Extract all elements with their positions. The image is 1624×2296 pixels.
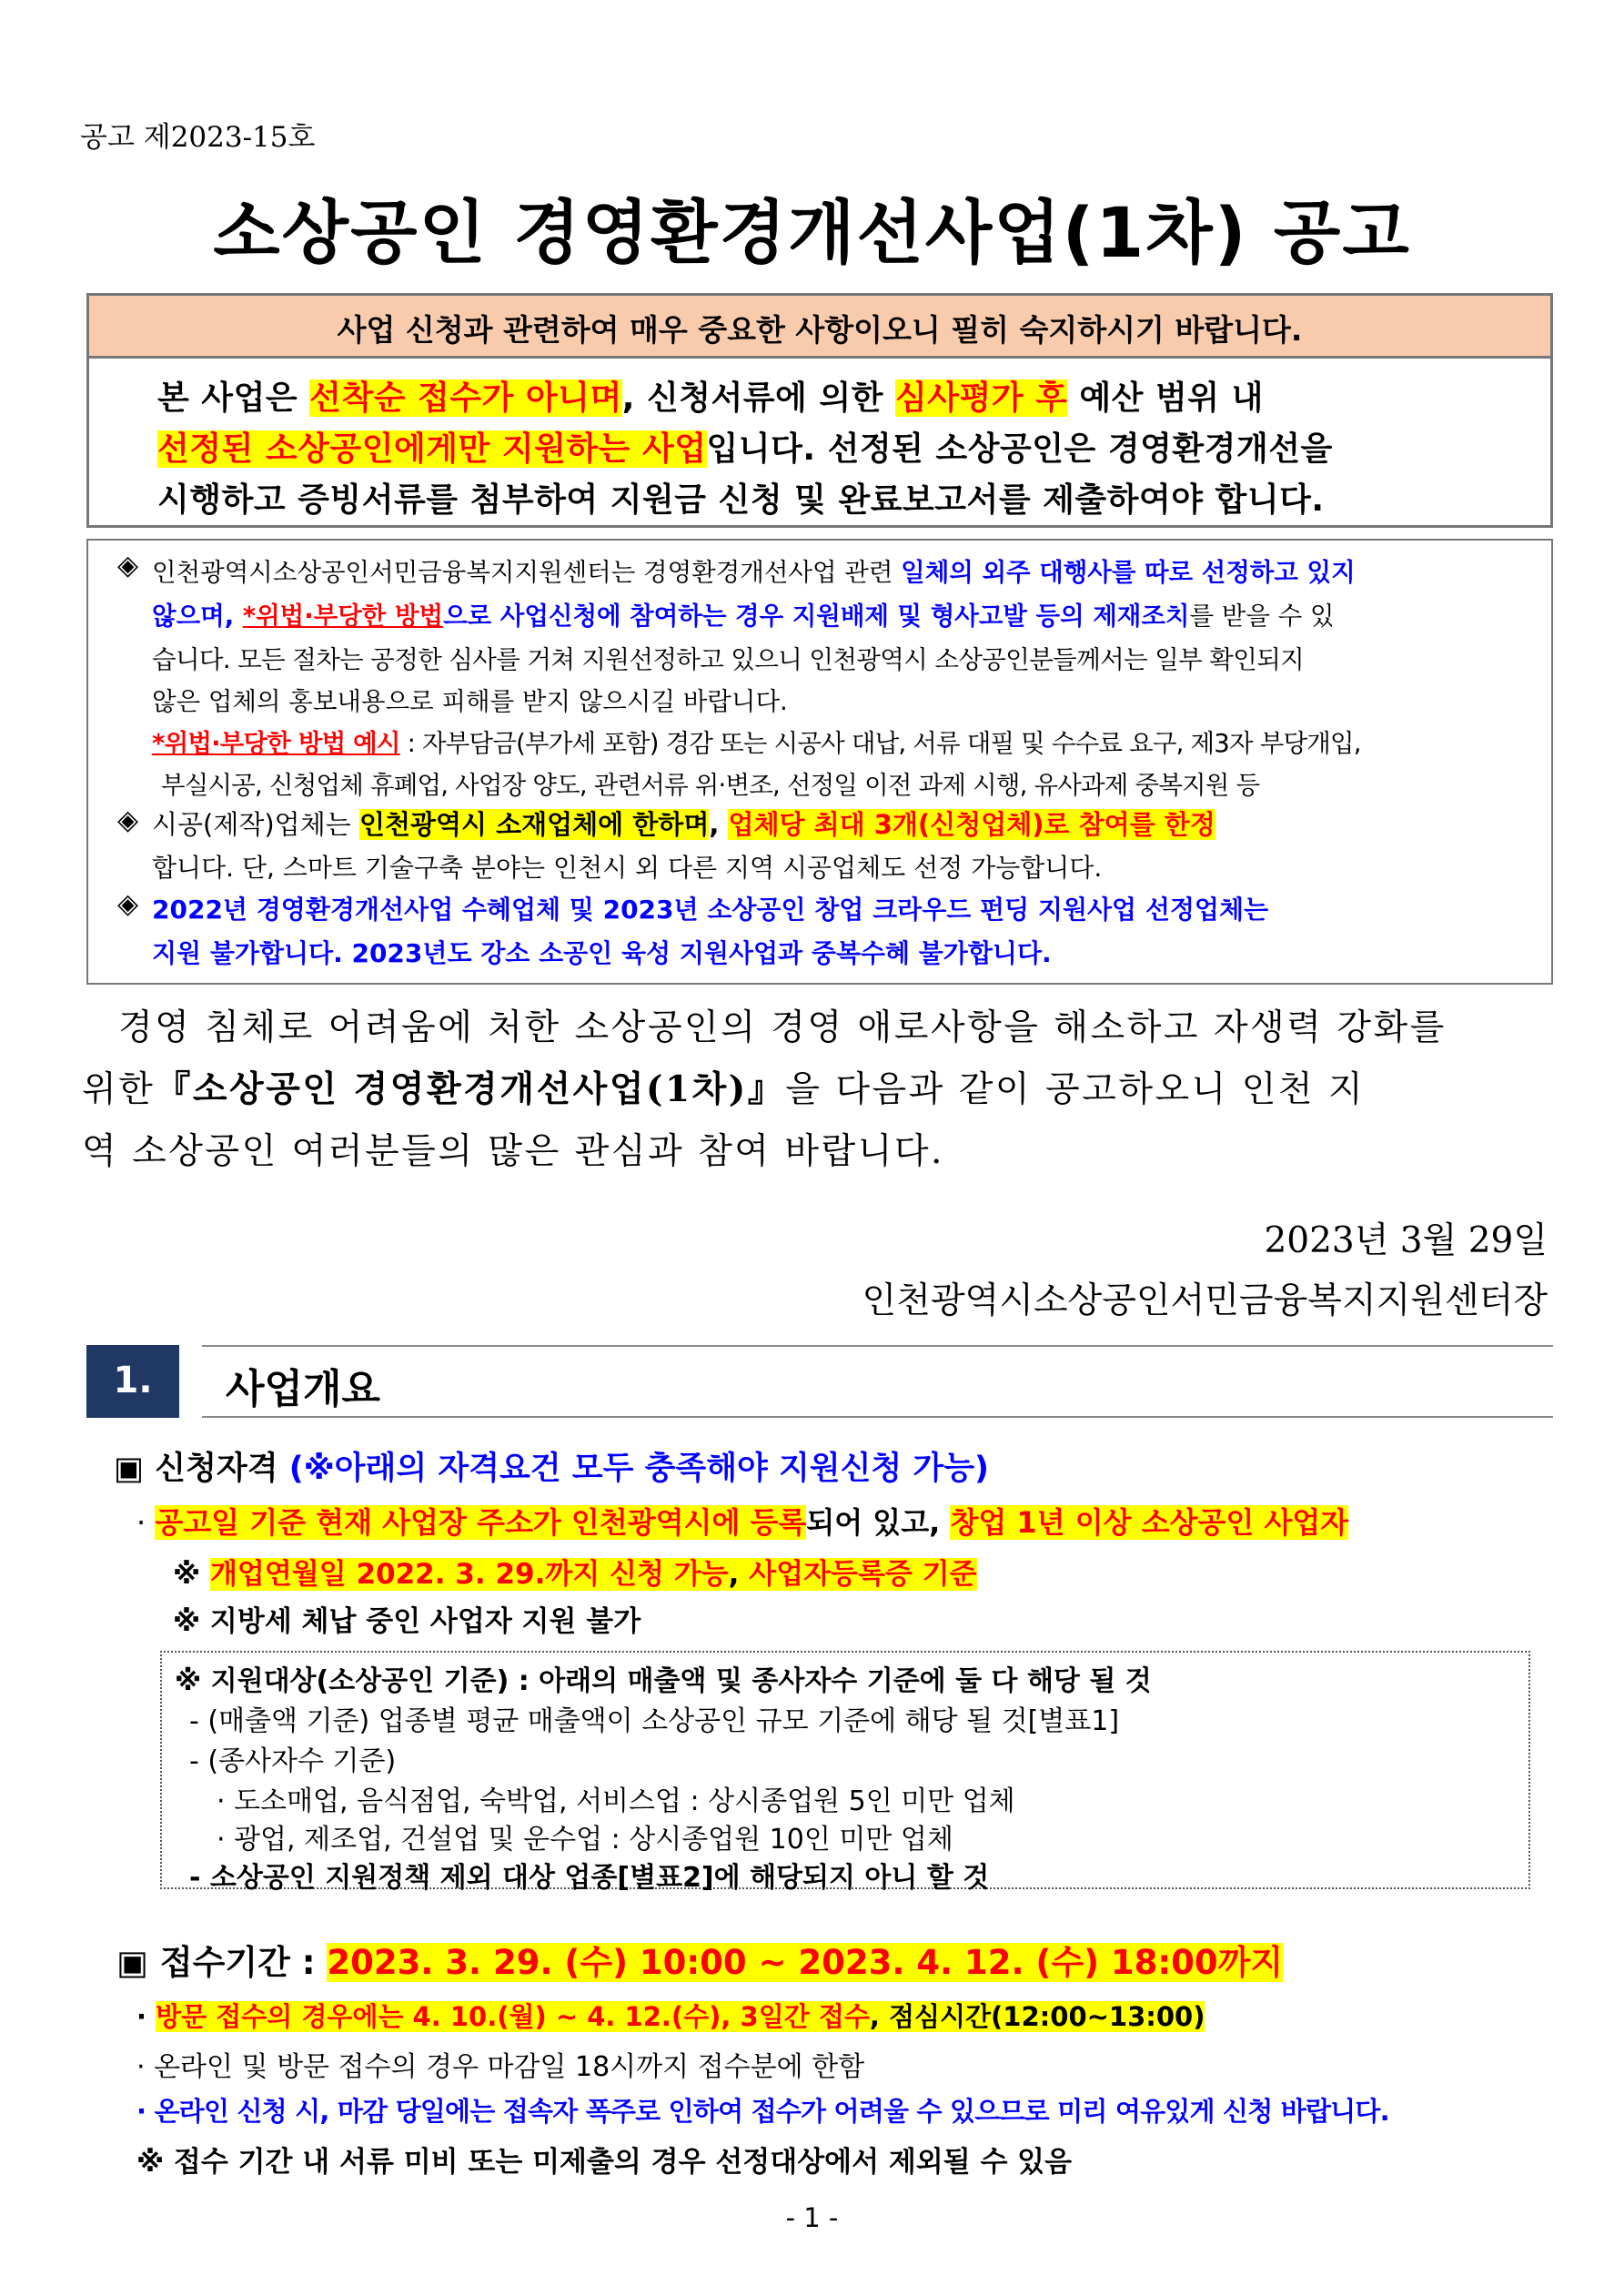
square-marker-icon: ▣ — [116, 1943, 148, 1982]
note-1-line-5: *위법·부당한 방법 예시 : 자부담금(부가세 포함) 경감 또는 시공사 대납, 서류 대필 및 수수료 요구, 제3자 부당개입, — [152, 729, 1361, 758]
eligibility-line-1: · 공고일 기준 현재 사업장 주소가 인천광역시에 등록되어 있고, 창업 1년 이상 소상공인 사업자 — [136, 1505, 1349, 1540]
important-line-1: 본 사업은 선착순 접수가 아니며, 신청서류에 의한 심사평가 후 예산 범위 내 — [157, 379, 1264, 417]
target-box: ※ 지원대상(소상공인 기준) : 아래의 매출액 및 종사자수 기준에 둘 다 해당 될 것 - (매출액 기준) 업종별 평균 매출액이 소상공인 규모 기준에 해당 될 것[별표1] - (종사자수 기준) · 도소매업, 음식점업, 숙박업, 서비스업 : 상시종업원 5인 미만 업체 · 광업, 제조업, 건설업 및 운수업 : 상시종업원 10인 미만 업체 - 소상공인 지원정책 제외 대상 업종[별표2]에 해당되지 아니 할 것 — [160, 1651, 1530, 1889]
eligibility-line-3: ※ 지방세 체납 중인 사업자 지원 불가 — [173, 1605, 641, 1638]
note-3-line-1: 2022년 경영환경개선사업 수혜업체 및 2023년 소상공인 창업 크라우드 펀딩 지원사업 선정업체는 — [152, 895, 1269, 925]
square-marker-icon: ▣ — [114, 1451, 145, 1487]
intro-line-1: 경영 침체로 어려움에 처한 소상공인의 경영 애로사항을 해소하고 자생력 강화를 — [118, 1007, 1447, 1048]
important-line-2: 선정된 소상공인에게만 지원하는 사업입니다. 선정된 소상공인은 경영환경개선을 — [157, 430, 1333, 468]
intro-line-2: 위한『소상공인 경영환경개선사업(1차)』을 다음과 같이 공고하오니 인천 지 — [82, 1068, 1366, 1110]
intro-line-3: 역 소상공인 여러분들의 많은 관심과 참여 바랍니다. — [82, 1131, 944, 1172]
section-rule-top — [202, 1345, 1553, 1347]
period-line-2: · 온라인 및 방문 접수의 경우 마감일 18시까지 접수분에 한함 — [136, 2051, 865, 2083]
section-title: 사업개요 — [226, 1366, 381, 1412]
period-line-4: ※ 접수 기간 내 서류 미비 또는 미제출의 경우 선정대상에서 제외될 수 있음 — [136, 2146, 1073, 2179]
note-1-line-6: 부실시공, 신청업체 휴폐업, 사업장 양도, 관련서류 위·변조, 선정일 이전 과제 시행, 유사과제 중복지원 등 — [161, 771, 1260, 800]
signer: 인천광역시소상공인서민금융복지지원센터장 — [862, 1280, 1548, 1321]
page-title: 소상공인 경영환경개선사업(1차) 공고 — [213, 192, 1411, 273]
note-1-line-4: 않은 업체의 홍보내용으로 피해를 받지 않으시길 바랍니다. — [152, 687, 788, 716]
page-number: - 1 - — [785, 2202, 839, 2233]
notes-box — [86, 539, 1553, 985]
important-line-3: 시행하고 증빙서류를 첨부하여 지원금 신청 및 완료보고서를 제출하여야 합니다. — [157, 481, 1325, 519]
note-1-line-1: 인천광역시소상공인서민금융복지지원센터는 경영환경개선사업 관련 일체의 외주 대행사를 따로 선정하고 있지 — [152, 558, 1356, 587]
important-box-header: 사업 신청과 관련하여 매우 중요한 사항이오니 필히 숙지하시기 바랍니다. — [89, 296, 1550, 359]
period-line-1: · 방문 접수의 경우에는 4. 10.(월) ~ 4. 12.(수), 3일간 접수, 점심시간(12:00~13:00) — [136, 2001, 1205, 2032]
eligibility-heading: ▣ 신청자격 (※아래의 자격요건 모두 충족해야 지원신청 가능) — [114, 1451, 990, 1487]
important-box — [86, 293, 1553, 528]
notice-date: 2023년 3월 29일 — [1264, 1220, 1548, 1261]
period-line-3: · 온라인 신청 시, 마감 당일에는 접속자 폭주로 인하여 접수가 어려울 수 있으므로 미리 여유있게 신청 바랍니다. — [136, 2096, 1389, 2127]
section-rule-bottom — [202, 1416, 1553, 1418]
diamond-icon: ◈ — [117, 550, 139, 582]
notice-number: 공고 제2023-15호 — [80, 121, 316, 154]
section-number-box: 1. — [86, 1345, 179, 1418]
note-2-line-1: 시공(제작)업체는 인천광역시 소재업체에 한하며, 업체당 최대 3개(신청업체)로 참여를 한정 — [152, 809, 1215, 840]
period-heading: ▣ 접수기간 : 2023. 3. 29. (수) 10:00 ~ 2023. 4. 12. (수) 18:00까지 — [116, 1943, 1284, 1982]
diamond-icon: ◈ — [117, 888, 139, 920]
diamond-icon: ◈ — [117, 804, 139, 836]
note-2-line-2: 합니다. 단, 스마트 기술구축 분야는 인천시 외 다른 지역 시공업체도 선정 가능합니다. — [152, 853, 1103, 883]
note-3-line-2: 지원 불가합니다. 2023년도 강소 소공인 육성 지원사업과 중복수혜 불가합니다. — [152, 938, 1052, 968]
note-1-line-2: 않으며, *위법·부당한 방법으로 사업신청에 참여하는 경우 지원배제 및 형사고발 등의 제재조치를 받을 수 있 — [152, 602, 1335, 631]
eligibility-line-2: ※ 개업연월일 2022. 3. 29.까지 신청 가능, 사업자등록증 기준 — [173, 1558, 977, 1591]
note-1-line-3: 습니다. 모든 절차는 공정한 심사를 거쳐 지원선정하고 있으니 인천광역시 소상공인분들께서는 일부 확인되지 — [152, 645, 1305, 674]
